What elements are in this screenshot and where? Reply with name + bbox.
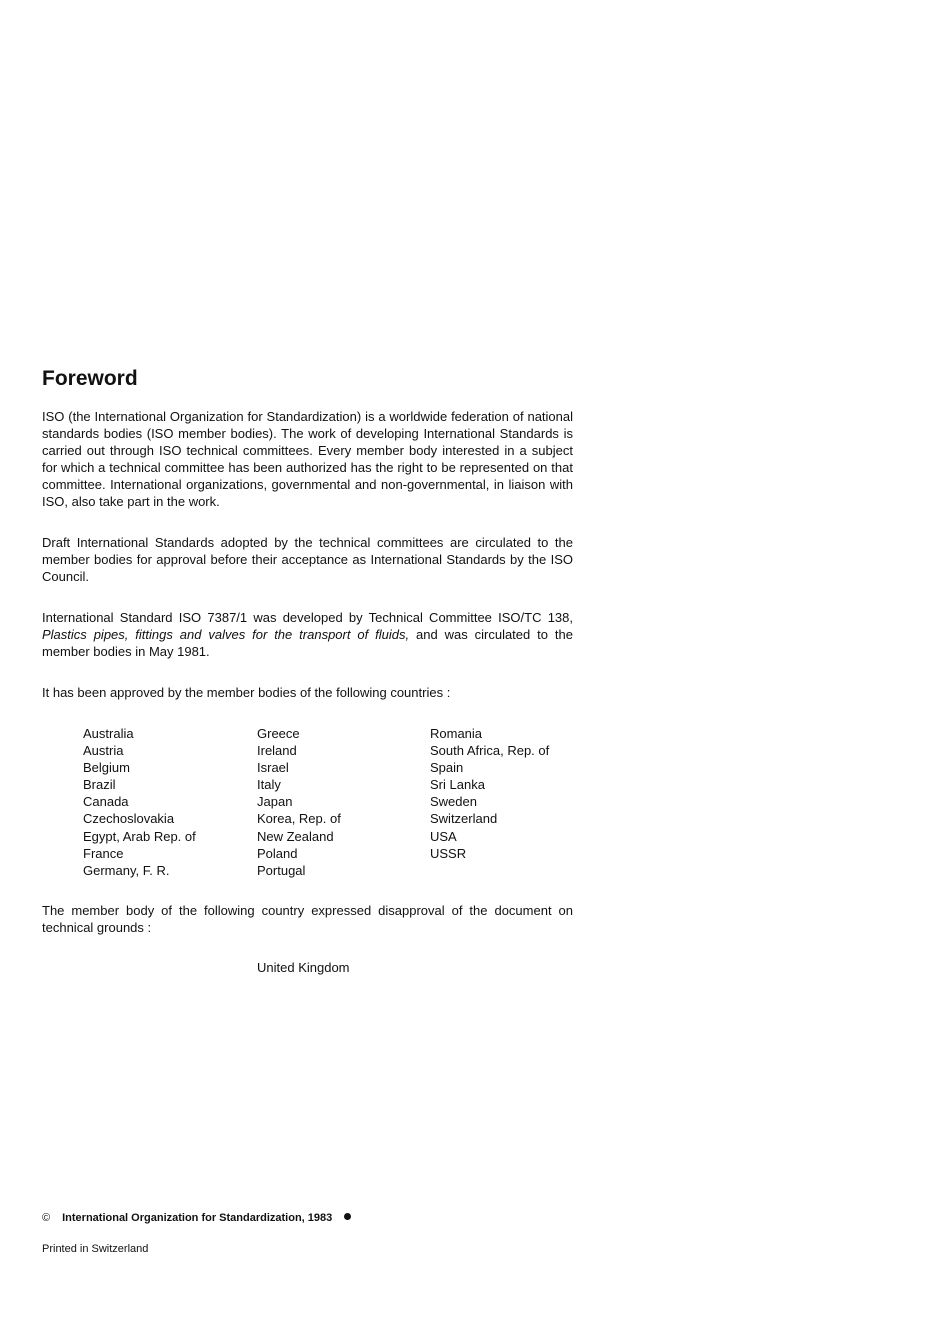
country-item: Sri Lanka	[430, 777, 485, 793]
country-list-column-1	[83, 725, 196, 879]
country-item: Israel	[257, 760, 289, 776]
country-item: Egypt, Arab Rep. of	[83, 828, 196, 844]
paragraph-approval: It has been approved by the member bodies of the following countries :	[42, 685, 451, 700]
paragraph-development-intro: International Standard ISO 7387/1 was developed by Technical Committee ISO/TC 138,	[42, 610, 573, 625]
country-item: Australia	[83, 726, 134, 741]
country-item: New Zealand	[257, 828, 334, 844]
country-item: Ireland	[257, 743, 297, 759]
copyright-icon: ©	[42, 1212, 51, 1224]
bullet-dot-icon	[344, 1213, 351, 1220]
page-title: Foreword	[42, 367, 138, 390]
country-item: USA	[430, 828, 457, 844]
country-item: Sweden	[430, 794, 477, 810]
country-list-column-2	[257, 725, 341, 879]
country-item: Brazil	[83, 777, 116, 793]
country-item: Romania	[430, 726, 483, 741]
paragraph-development	[42, 609, 573, 660]
printed-location: Printed in Switzerland	[42, 1243, 149, 1255]
country-item: Poland	[257, 845, 298, 861]
country-item: South Africa, Rep. of	[430, 743, 550, 759]
country-item: Japan	[257, 794, 293, 810]
country-item: Germany, F. R.	[83, 862, 170, 878]
disapproving-country: United Kingdom	[257, 960, 350, 975]
country-item: France	[83, 845, 124, 861]
country-list-column-3	[430, 725, 549, 862]
country-item: Belgium	[83, 760, 130, 776]
country-item: Italy	[257, 777, 281, 793]
country-item: USSR	[430, 845, 467, 861]
copyright-text: International Organization for Standardization, 1983	[62, 1212, 333, 1224]
country-item: Greece	[257, 726, 300, 741]
committee-title: Plastics pipes, fittings and valves for the transport of fluids,	[42, 627, 410, 642]
paragraph-development-end: and was circulated to the member bodies in May 1981.	[42, 627, 573, 659]
paragraph-disapproval: The member body of the following country expressed disapproval of the document on technical grounds :	[42, 903, 573, 935]
country-item: Portugal	[257, 862, 306, 878]
paragraph-draft-standards: Draft International Standards adopted by the technical committees are circulated to the member bodies for approval before their acceptance as International Standards by the ISO Council.	[42, 535, 573, 584]
paragraph-iso-description: ISO (the International Organization for Standardization) is a worldwide federation of national standards bodies (ISO member bodies). The work of developing International Standards is carried out through ISO technical committees. Every member body interested in a subject for which a technical committee has been authorized has the right to be represented on that committee. International organizations, governmental and non-governmental, in liaison with ISO, also take part in the work.	[42, 409, 573, 509]
country-item: Austria	[83, 743, 124, 759]
country-item: Spain	[430, 760, 464, 776]
copyright-line	[42, 1212, 351, 1224]
country-item: Switzerland	[430, 811, 498, 827]
country-item: Czechoslovakia	[83, 811, 175, 827]
country-item: Canada	[83, 794, 129, 810]
country-item: Korea, Rep. of	[257, 811, 341, 827]
